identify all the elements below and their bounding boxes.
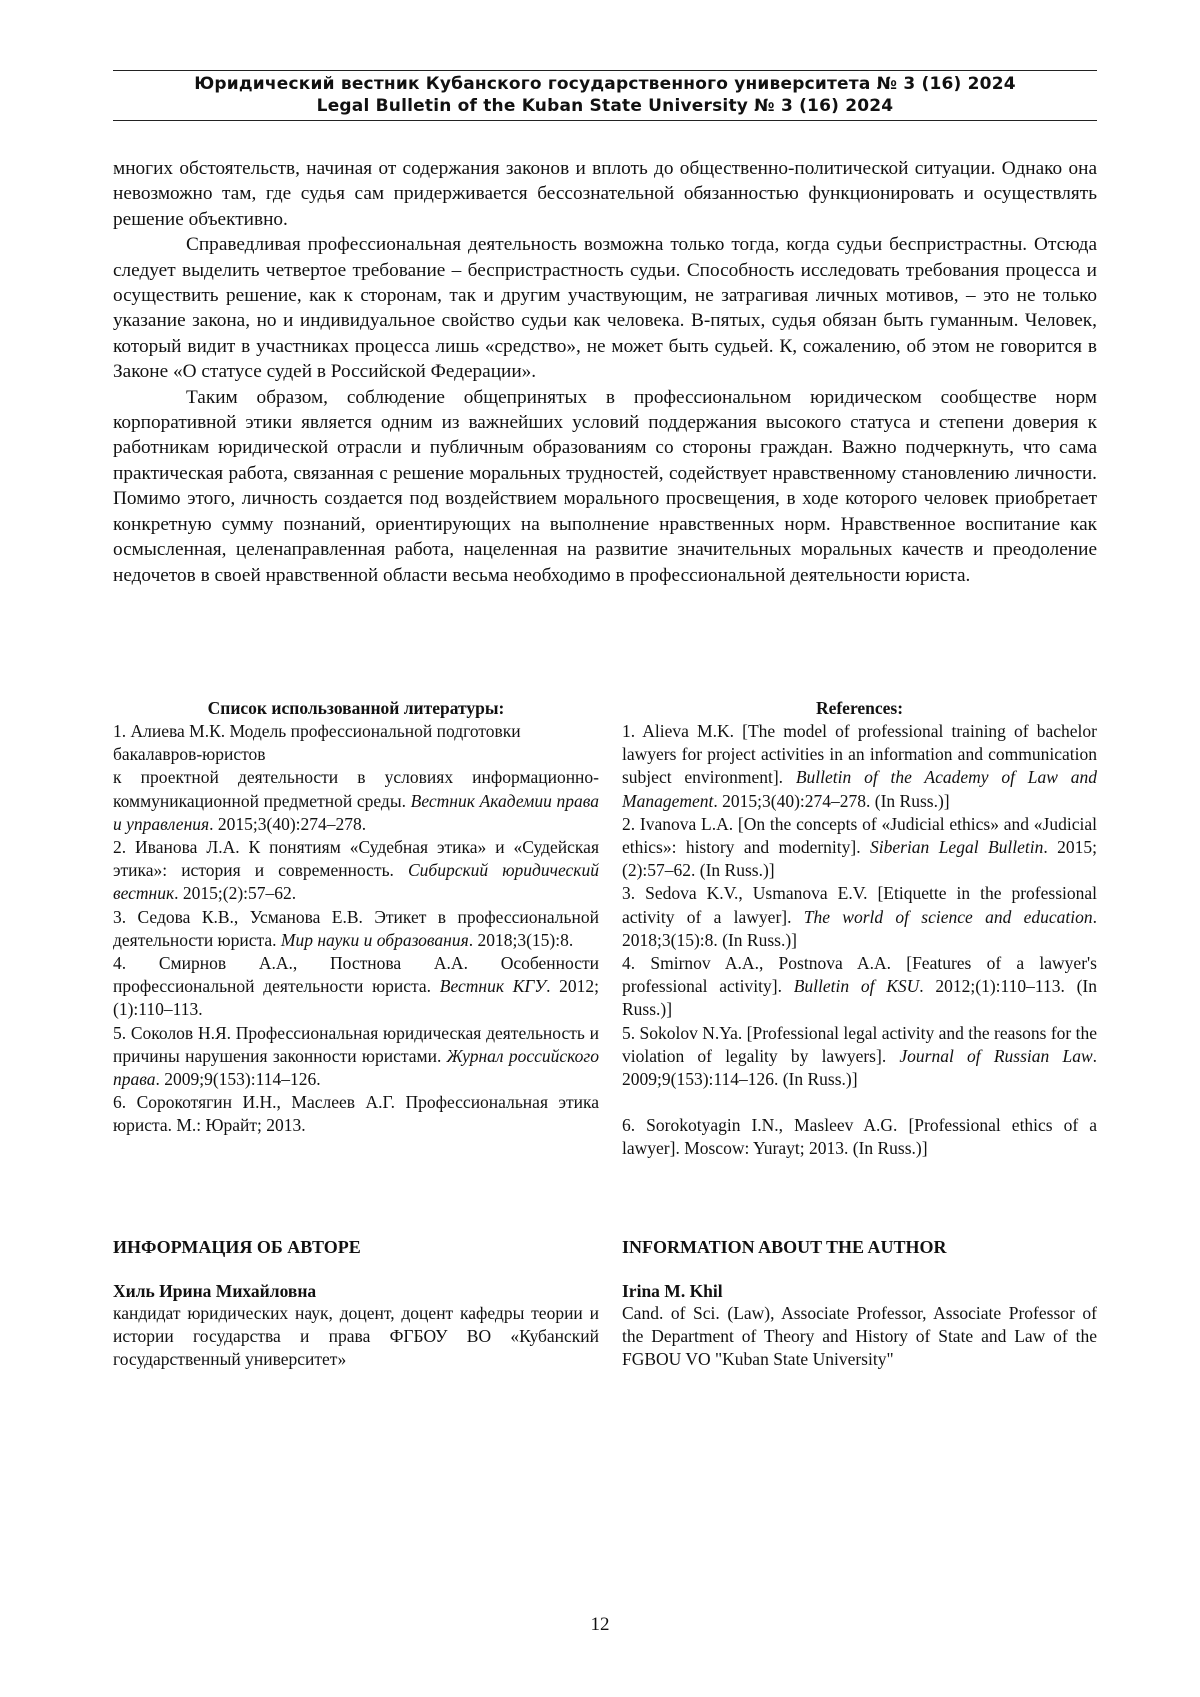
reference-item: 4. Smirnov A.A., Postnova A.A. [Features of a lawyer's professional activity]. Bulletin of KSU. 2012;(1):110–113. (In Russ.)] [622,953,1097,1020]
header-title-en: Legal Bulletin of the Kuban State University № 3 (16) 2024 [316,96,894,116]
body-paragraph: Таким образом, соблюдение общепринятых в профессиональном юридическом сообществе норм корпоративной этики является одним из важнейших условий поддержания высокого статуса и степени доверия к работникам юридической отрасли и публичным образованиям со стороны граждан. Важно подчеркнуть, что сама практическая работа, связанная с решение моральных трудностей, содействует нравственному становлению личности. Помимо этого, личность создается под воздействием морального просвещения, в ходе которого человек приобретает конкретную сумму познаний, ориентирующих на выполнение нравственных норм. Нравственное воспитание как осмысленная, целенаправленная работа, нацеленная на развитие значительных моральных качеств и преодоление недочетов в своей нравственной области весьма необходимо в профессиональной деятельности юриста. [113,386,1097,586]
reference-journal: Вестник КГУ [439,976,547,997]
author-info-en-heading: INFORMATION ABOUT THE AUTHOR [622,1237,947,1257]
reference-journal: Сибирский юридический вестник [113,860,599,904]
reference-item: 5. Sokolov N.Ya. [Professional legal activity and the reasons for the violation of legality by lawyers]. Journal of Russian Law. 2009;9(153):114–126. (In Russ.)] [622,1022,1098,1090]
reference-journal: Журнал российского права [113,1045,599,1090]
reference-journal: Journal of Russian Law [899,1045,1093,1066]
body-paragraph: Справедливая профессиональная деятельность возможна только тогда, когда судьи беспристрастны. Отсюда следует выделить четвертое требование – беспристрастность судьи. Способность исследовать требования процесса и осуществить решение, как к сторонам, так и другим участвующим, не затрагивая личных мотивов, – это не только указание закона, но и индивидуальное свойство судьи как человека. В-пятых, судья обязан быть гуманным. Человек, который видит в участниках процесса лишь «средство», не может быть судьей. К, сожалению, об этом не говорится в Законе «О статусе судей в Российской Федерации». [113,234,1097,383]
reference-journal: Мир науки и образования [280,929,469,950]
reference-item-continued: к проектной деятельности в условиях информационно-коммуникационной предметной среды. Вестник Академии права и управления. 2015;3(40):274–278. [113,767,600,834]
reference-journal: Вестник Академии права и управления [113,790,600,834]
body-paragraph: многих обстоятельств, начиная от содержания законов и вплоть до общественно-политической ситуации. Однако она невозможно там, где судья сам придерживается бессознательной обязанностью функционировать и осуществлять решение объективно. [113,158,1097,230]
author-info-en [622,1236,1097,1258]
reference-item: 3. Седова К.В., Усманова Е.В. Этикет в профессиональной деятельности юриста. Мир науки и образования. 2018;3(15):8. [113,906,599,950]
reference-item: 1. Alieva M.K. [The model of professional training of bachelor lawyers for project activities in an information and communication subject environment]. Bulletin of the Academy of Law and Management. 2015;3(40):274–278. (In Russ.)] [622,721,1097,811]
author-name-ru: Хиль Ирина Михайловна [113,1281,317,1301]
reference-item: 2. Ivanova L.A. [On the concepts of «Judicial ethics» and «Judicial ethics»: history and modernity]. Siberian Legal Bulletin. 2015;(2):57–62. (In Russ.)] [622,813,1097,881]
reference-item: 6. Сорокотягин И.Н., Маслеев А.Г. Профессиональная этика юриста. М.: Юрайт; 2013. [113,1092,599,1136]
author-info-ru [113,1236,599,1258]
references-en-heading: References: [815,698,904,718]
author-ru-block [113,1280,599,1372]
references-en [622,697,1097,1161]
author-name-en: Irina M. Khil [622,1281,723,1301]
references-ru [113,697,599,1138]
author-info-ru-heading: ИНФОРМАЦИЯ ОБ АВТОРЕ [113,1237,361,1257]
reference-spacer [622,1091,1097,1114]
author-en-block [622,1280,1097,1372]
reference-item: 3. Sedova K.V., Usmanova E.V. [Etiquette in the professional activity of a lawyer]. The world of science and education. 2018;3(15):8. (In Russ.)] [622,883,1097,950]
author-description-ru: кандидат юридических наук, доцент, доцент кафедры теории и истории государства и права ФГБОУ ВО «Кубанский государственный университет» [113,1303,599,1370]
reference-journal: Siberian Legal Bulletin [870,837,1044,858]
references-ru-heading: Список использованной литературы: [207,698,505,718]
page-number: 12 [590,1614,610,1635]
reference-journal: Bulletin of the Academy of Law and Management [622,767,1097,811]
author-description-en: Cand. of Sci. (Law), Associate Professor, Associate Professor of the Department of Theory and History of State and Law of the FGBOU VO "Kuban State University" [622,1303,1097,1370]
reference-item: 5. Соколов Н.Я. Профессиональная юридическая деятельность и причины нарушения законности юристами. Журнал российского права. 2009;9(153):114–126. [113,1022,599,1090]
reference-item: 6. Sorokotyagin I.N., Masleev A.G. [Professional ethics of a lawyer]. Moscow: Yurayt; 2013. (In Russ.)] [622,1115,1097,1159]
header-title-ru: Юридический вестник Кубанского государственного университета № 3 (16) 2024 [194,74,1016,94]
reference-item: 1. Алиева М.К. Модель профессиональной подготовки бакалавров-юристов [113,721,521,765]
reference-journal: The world of science and education [803,906,1093,927]
running-header [113,70,1097,121]
reference-item: 2. Иванова Л.А. К понятиям «Судебная этика» и «Судейская этика»: история и современность. Сибирский юридический вестник. 2015;(2):57–62. [113,837,599,904]
reference-journal: Bulletin of KSU [793,976,920,997]
reference-item: 4. Смирнов А.А., Постнова А.А. Особенности профессиональной деятельности юриста. Вестник КГУ. 2012;(1):110–113. [113,953,599,1020]
body-text [113,156,1097,588]
